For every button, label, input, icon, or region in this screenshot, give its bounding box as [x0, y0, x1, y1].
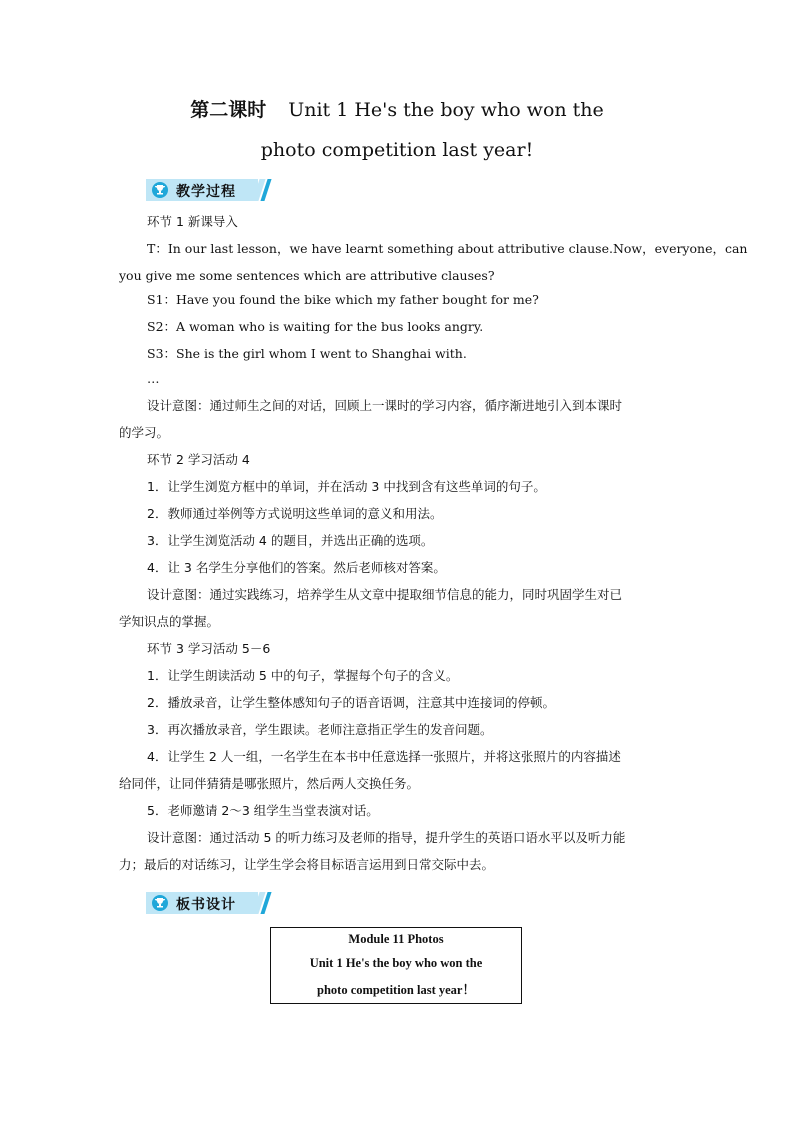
dialogue-line: S1：Have you found the bike which my father bought for me? [147, 292, 539, 307]
section-title: 教学过程 [176, 184, 236, 200]
list-item: 1．让学生浏览方框中的单词，并在活动 3 中找到含有这些单词的句子。 [147, 479, 546, 494]
list-item: 4．让 3 名学生分享他们的答案。然后老师核对答案。 [147, 560, 446, 575]
list-item: 1．让学生朗读活动 5 中的句子，掌握每个句子的含义。 [147, 668, 459, 683]
trophy-icon [152, 182, 168, 198]
dialogue-line: you give me some sentences which are attributive clauses? [119, 268, 495, 283]
trophy-icon [152, 895, 168, 911]
design-intent: 设计意图：通过实践练习，培养学生从文章中提取细节信息的能力，同时巩固学生对已 [147, 587, 623, 602]
board-line: photo competition last year！ [317, 983, 475, 997]
section-banner-board [146, 892, 270, 914]
lesson-label: 第二课时 [190, 99, 267, 121]
ellipsis: … [147, 371, 160, 386]
section-banner-process [146, 179, 270, 201]
blackboard-box [270, 927, 522, 1004]
design-intent: 设计意图：通过师生之间的对话，回顾上一课时的学习内容，循序渐进地引入到本课时 [147, 398, 623, 413]
design-intent: 学知识点的掌握。 [119, 614, 220, 629]
step-1-heading: 环节 1 新课导入 [147, 214, 238, 229]
list-item: 给同伴，让同伴猜猜是哪张照片，然后两人交换任务。 [119, 776, 420, 791]
board-line: Module 11 Photos [348, 932, 444, 946]
step-3-heading: 环节 3 学习活动 5－6 [147, 641, 271, 656]
list-item: 3．再次播放录音，学生跟读。老师注意指正学生的发音问题。 [147, 722, 493, 737]
board-line: Unit 1 He's the boy who won the [309, 956, 483, 970]
list-item: 3．让学生浏览活动 4 的题目，并选出正确的选项。 [147, 533, 434, 548]
list-item: 4．让学生 2 人一组，一名学生在本书中任意选择一张照片，并将这张照片的内容描述 [147, 749, 621, 764]
design-intent: 的学习。 [119, 425, 170, 440]
dialogue-line: S3：She is the girl whom I went to Shanghai with. [147, 346, 467, 361]
design-intent: 设计意图：通过活动 5 的听力练习及老师的指导，提升学生的英语口语水平以及听力能 [147, 830, 626, 845]
list-item: 2．教师通过举例等方式说明这些单词的意义和用法。 [147, 506, 443, 521]
unit-title: Unit 1 He's the boy who won the [288, 99, 604, 121]
page-title-line-1 [0, 101, 794, 120]
dialogue-line: T：In our last lesson，we have learnt something about attributive clause.Now，everyone，can [147, 241, 748, 256]
list-item: 5．老师邀请 2～3 组学生当堂表演对话。 [147, 803, 379, 818]
section-title: 板书设计 [176, 897, 236, 913]
step-2-heading: 环节 2 学习活动 4 [147, 452, 250, 467]
list-item: 2．播放录音，让学生整体感知句子的语音语调，注意其中连接词的停顿。 [147, 695, 555, 710]
design-intent: 力；最后的对话练习，让学生学会将目标语言运用到日常交际中去。 [119, 857, 495, 872]
dialogue-line: S2：A woman who is waiting for the bus looks angry. [147, 319, 484, 334]
page-title-line-2: photo competition last year! [260, 139, 534, 161]
